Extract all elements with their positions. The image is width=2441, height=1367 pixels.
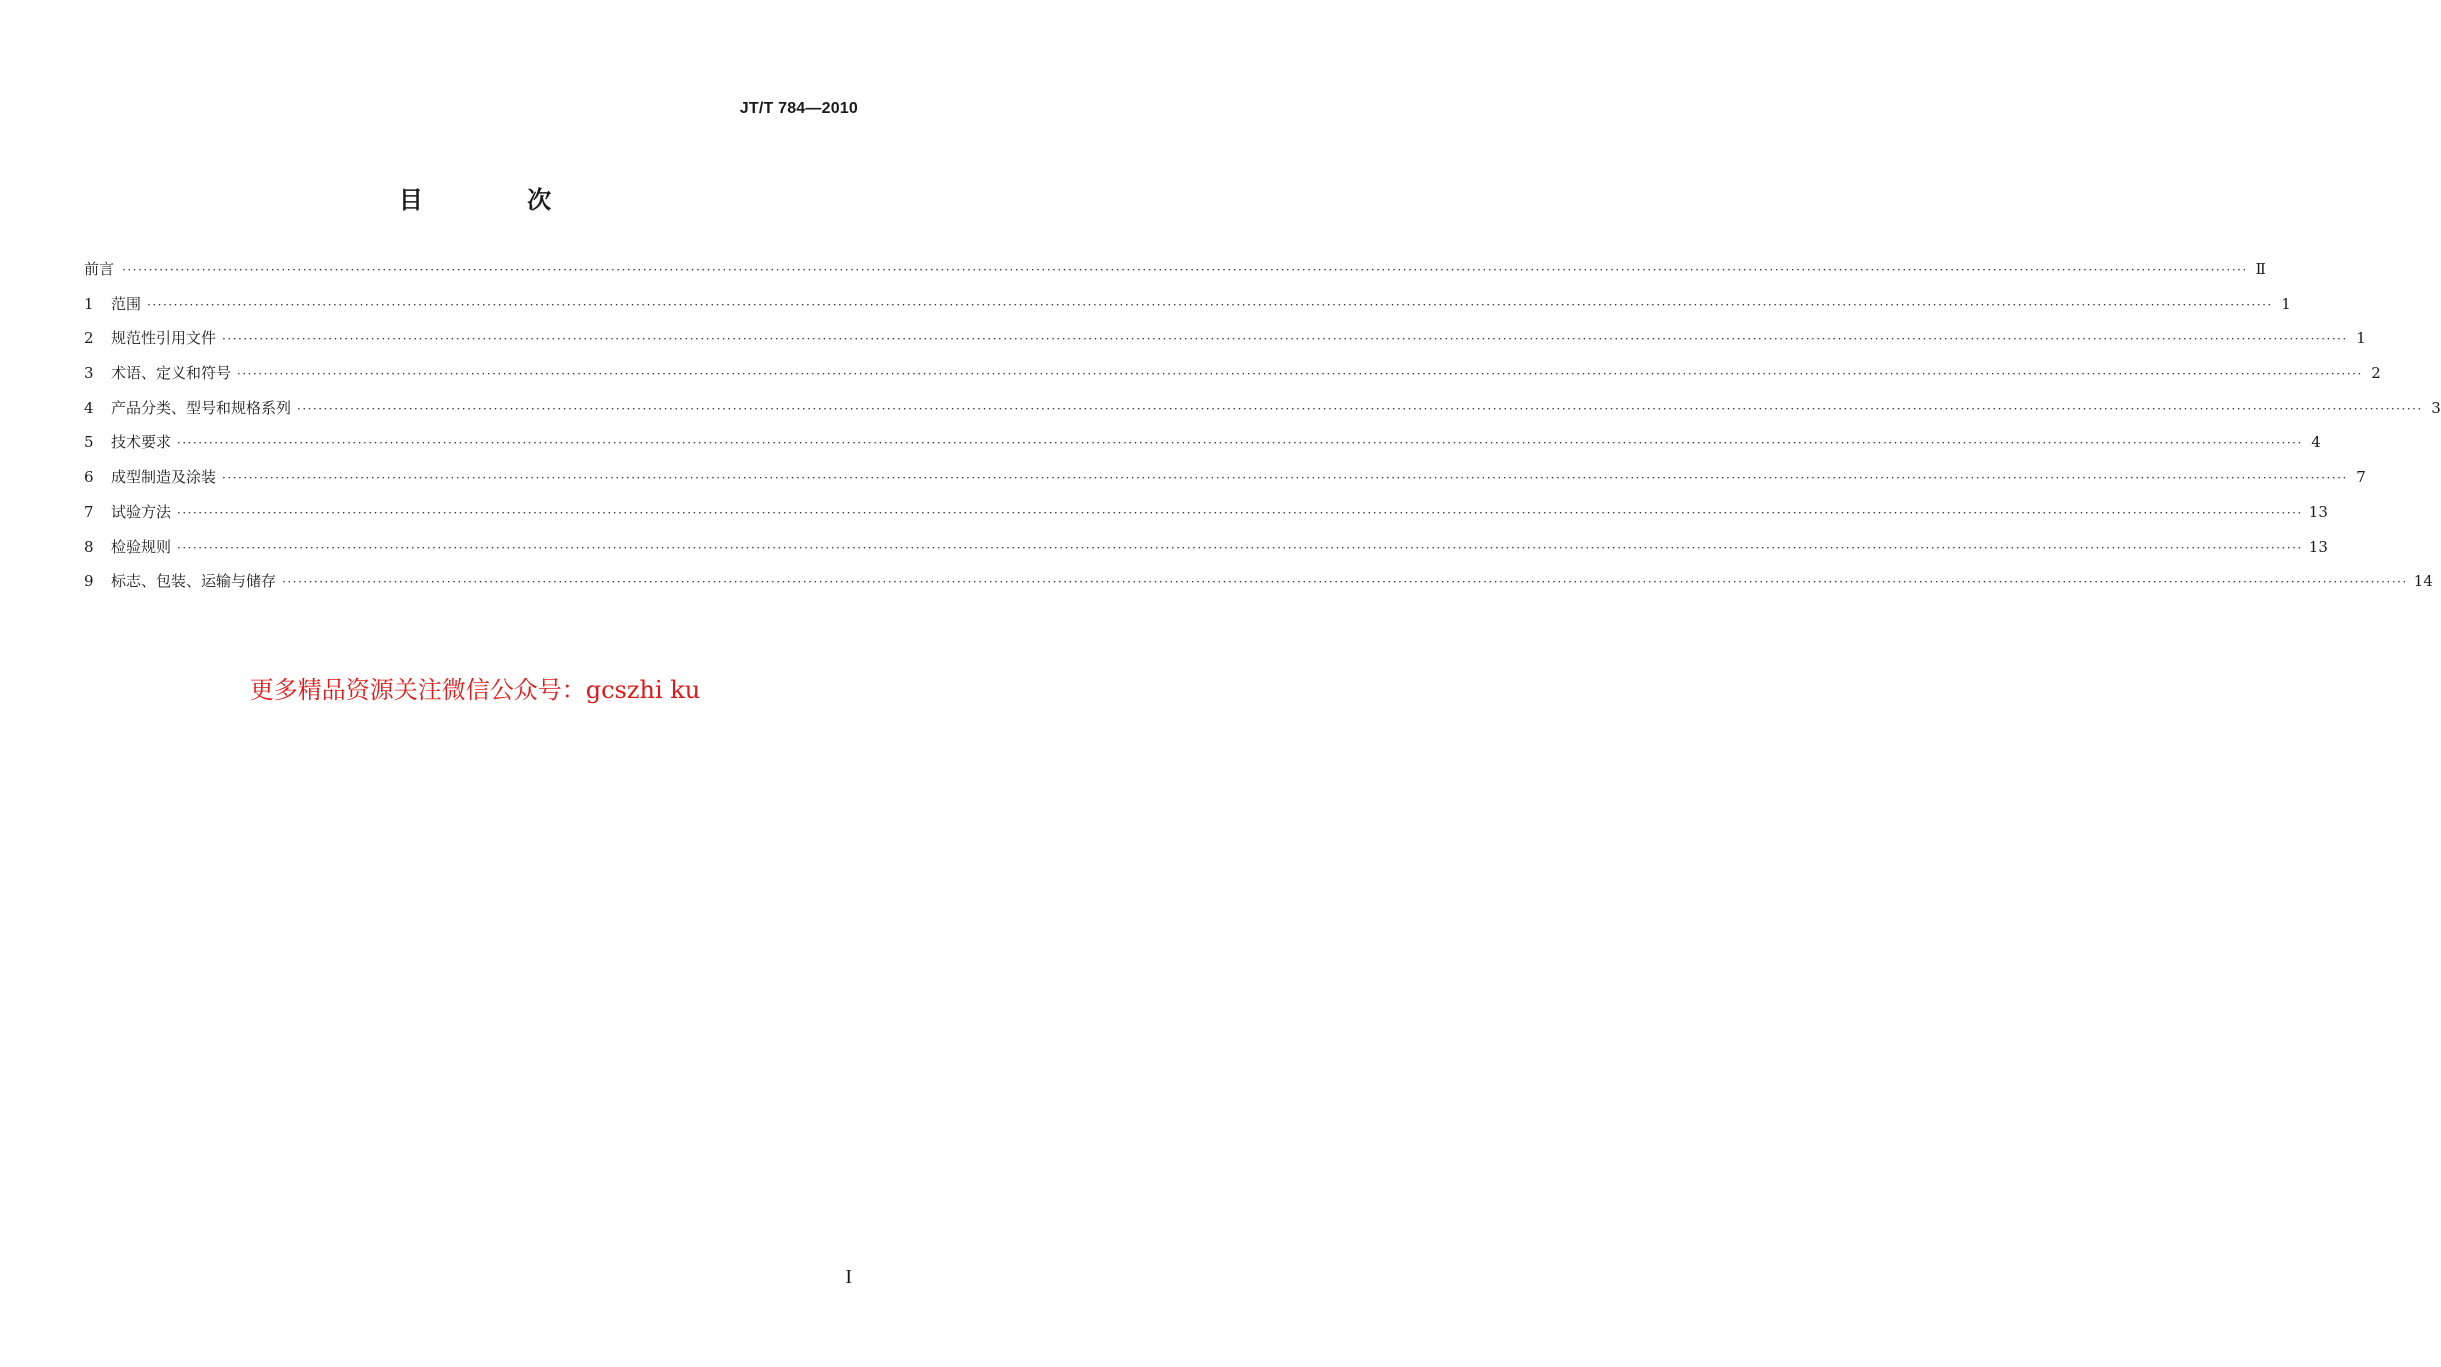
toc-entry[interactable] — [84, 466, 2366, 501]
toc-entry-label: 标志、包装、运输与储存 — [111, 572, 277, 591]
toc-entry-label: 术语、定义和符号 — [111, 364, 232, 383]
toc-entry-number: 2 — [84, 329, 94, 348]
toc-entry-page: 3 — [2431, 398, 2441, 417]
toc-entry-number: 5 — [84, 433, 94, 452]
dot-leader: ················································································································································································································································································································································································································ — [177, 436, 2303, 451]
dot-leader: ················································································································································································································································································································································································································ — [282, 575, 2408, 590]
dot-leader: ················································································································································································································································································································································································································ — [297, 401, 2423, 416]
toc-entry[interactable] — [84, 327, 2366, 362]
toc-entry-number: 7 — [84, 502, 94, 521]
toc-entry-page: 14 — [2413, 572, 2433, 591]
toc-entry[interactable] — [84, 293, 2291, 328]
toc-entry[interactable] — [84, 431, 2321, 466]
toc-entry-label: 技术要求 — [111, 433, 172, 452]
standard-code: JT/T 784—2010 — [739, 100, 858, 117]
page-number: I — [845, 1266, 852, 1288]
dot-leader: ················································································································································································································································································································································································································ — [222, 332, 2348, 347]
dot-leader: ················································································································································································································································································································································································································ — [222, 471, 2348, 486]
toc-entry[interactable] — [84, 258, 2266, 293]
toc-title: 目 次 — [398, 186, 600, 214]
toc-entry[interactable] — [84, 570, 2433, 605]
toc-entry-label: 规范性引用文件 — [111, 329, 217, 348]
toc-entry-number: 6 — [84, 468, 94, 487]
promo-notice: 更多精品资源关注微信公众号：gcszhi ku — [249, 676, 701, 704]
dot-leader: ················································································································································································································································································································································································································ — [177, 540, 2303, 555]
dot-leader: ················································································································································································································································································································································································································ — [177, 505, 2303, 520]
toc-entry-number: 9 — [84, 572, 94, 591]
toc-entry-label: 试验方法 — [111, 502, 172, 521]
toc-entry-number: 3 — [84, 364, 94, 383]
dot-leader: ················································································································································································································································································································································································································ — [237, 367, 2363, 382]
toc-entry-page: 13 — [2308, 502, 2328, 521]
dot-leader: ················································································································································································································································································································································································································ — [147, 297, 2273, 312]
toc-entry-page: 1 — [2356, 329, 2366, 348]
toc-entry-page: 1 — [2281, 294, 2291, 313]
toc-entry-label: 产品分类、型号和规格系列 — [111, 398, 292, 417]
toc-entry[interactable] — [84, 362, 2381, 397]
table-of-contents — [84, 258, 2441, 605]
toc-entry-page: 2 — [2371, 364, 2381, 383]
toc-entry-label: 范围 — [111, 294, 142, 313]
dot-leader: ················································································································································································································································································································································································································ — [122, 263, 2248, 277]
toc-entry-label: 检验规则 — [111, 537, 172, 556]
toc-entry-label: 前言 — [84, 260, 115, 278]
toc-entry-page: 7 — [2356, 468, 2366, 487]
toc-entry-label: 成型制造及涂装 — [111, 468, 217, 487]
toc-entry[interactable] — [84, 536, 2328, 571]
toc-entry[interactable] — [84, 397, 2441, 432]
toc-entry-number: 4 — [84, 398, 94, 417]
toc-entry-page: 4 — [2311, 433, 2321, 452]
toc-entry[interactable] — [84, 501, 2328, 536]
toc-entry-page: 13 — [2308, 537, 2328, 556]
toc-entry-number: 1 — [84, 294, 94, 313]
toc-entry-number: 8 — [84, 537, 94, 556]
toc-entry-page: Ⅱ — [2255, 260, 2266, 278]
